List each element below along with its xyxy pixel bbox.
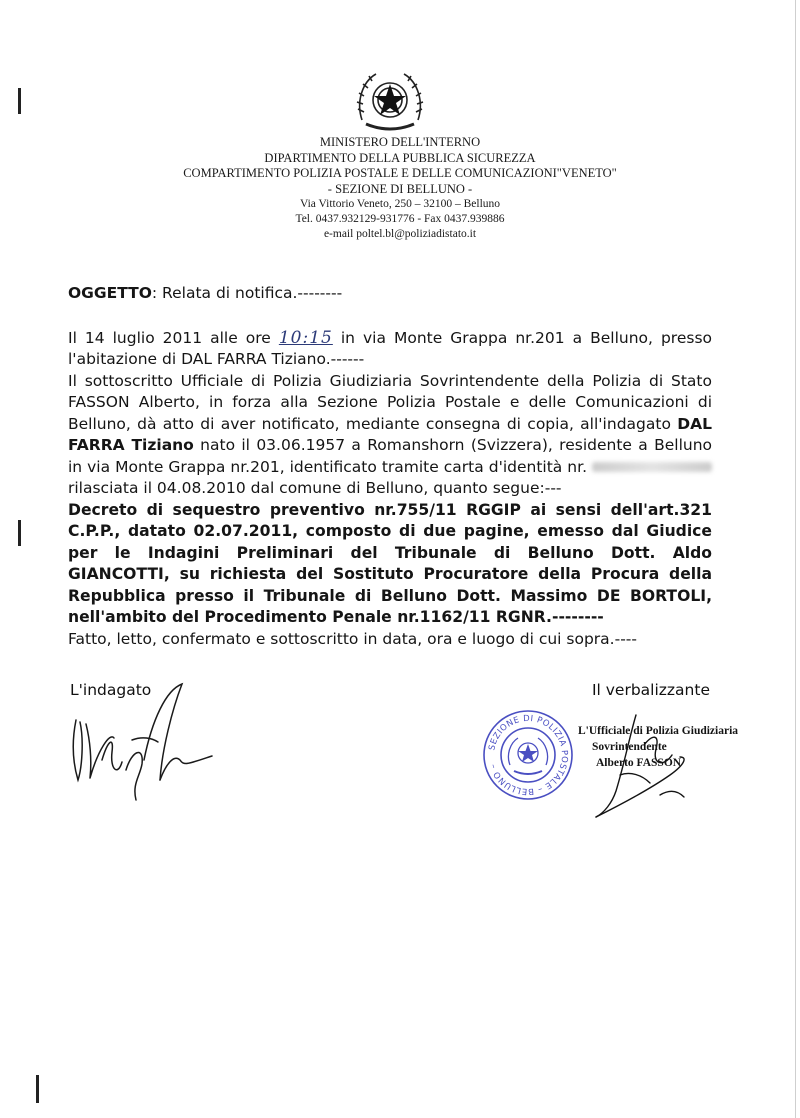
- decree-paragraph: Decreto di sequestro preventivo nr.755/11 RGGIP ai sensi dell'art.321 C.P.P., datato 02.07.2011, composto di due pagine, emesso dal Giudice per le Indagini Preliminari del Tribunale di Belluno Dott. Aldo GIANCOTTI, su richiesta del Sostituto Procuratore della Procura della Repubblica presso il Tribunale di Belluno Dott. Massimo DE BORTOLI, nell'ambito del Procedimento Penale nr.1162/11 RGNR.--------: [68, 500, 712, 626]
- page-fold-line: [795, 0, 796, 1118]
- redacted-id-number: [592, 462, 712, 472]
- suspect-signature-image: [62, 680, 222, 810]
- officer-statement-text: Il sottoscritto Ufficiale di Polizia Giudiziaria Sovrintendente della Polizia di Stato FASSON Alberto, in forza alla Sezione Polizia Postale e delle Comunicazioni di Belluno, dà atto di aver notificato, mediante consegna di copia, all'indagato: [68, 371, 712, 433]
- office-email: e-mail poltel.bl@poliziadistato.it: [323, 228, 477, 240]
- subject-label: OGGETTO: [68, 284, 152, 302]
- handwritten-time: 10:15: [278, 327, 333, 348]
- stamp-ring-text: SEZIONE DI POLIZIA POSTALE – BELLUNO –: [487, 713, 570, 797]
- republic-emblem-icon: [352, 68, 428, 138]
- subject-line: [68, 283, 712, 305]
- id-issue-text: rilasciata il 04.08.2010 dal comune di Belluno, quanto segue:---: [68, 479, 562, 497]
- punch-mark-bottom: [36, 1075, 39, 1103]
- notification-date-text: Il 14 luglio 2011 alle ore: [68, 328, 279, 347]
- notification-place-text: in via Monte Grappa nr.201 a Belluno, presso l'abitazione di DAL FARRA Tiziano.------: [68, 328, 712, 368]
- suspect-signature-label: L'indagato: [70, 681, 152, 699]
- officer-signature-image: [560, 705, 739, 825]
- closing-statement: Fatto, letto, confermato e sottoscritto in data, ora e luogo di cui sopra.----: [68, 629, 637, 648]
- document-body: [68, 283, 712, 650]
- letterhead: [100, 135, 700, 242]
- officer-signature-label: Il verbalizzante: [591, 681, 710, 699]
- subject-text: : Relata di notifica.--------: [151, 284, 343, 302]
- suspect-name: DAL FARRA Tiziano: [68, 414, 712, 454]
- stamp-name-line: Alberto FASSON: [596, 757, 682, 769]
- suspect-details-text: nato il 03.06.1957 a Romanshorn (Svizzera), residente a Belluno in via Monte Grappa nr.201, identificato tramite carta d'identità nr.: [68, 436, 713, 476]
- stamp-rank-line: Sovrintendente: [592, 741, 667, 753]
- department-title: DIPARTIMENTO DELLA PUBBLICA SICUREZZA: [264, 150, 536, 165]
- ministry-title: MINISTERO DELL'INTERNO: [319, 135, 481, 149]
- stamp-role-line: L'Ufficiale di Polizia Giudiziaria: [578, 725, 739, 737]
- compartment-title: COMPARTIMENTO POLIZIA POSTALE E DELLE COMUNICAZIONI"VENETO": [183, 166, 617, 180]
- office-phone-fax: Tel. 0437.932129-931776 - Fax 0437.939886: [295, 213, 505, 225]
- notification-paragraph: [68, 328, 712, 371]
- punch-mark-top: [18, 88, 21, 114]
- punch-mark-middle: [18, 520, 21, 546]
- officer-statement-paragraph: [68, 371, 712, 500]
- section-title: - SEZIONE DI BELLUNO -: [327, 181, 473, 196]
- office-address: Via Vittorio Veneto, 250 – 32100 – Belluno: [299, 198, 501, 210]
